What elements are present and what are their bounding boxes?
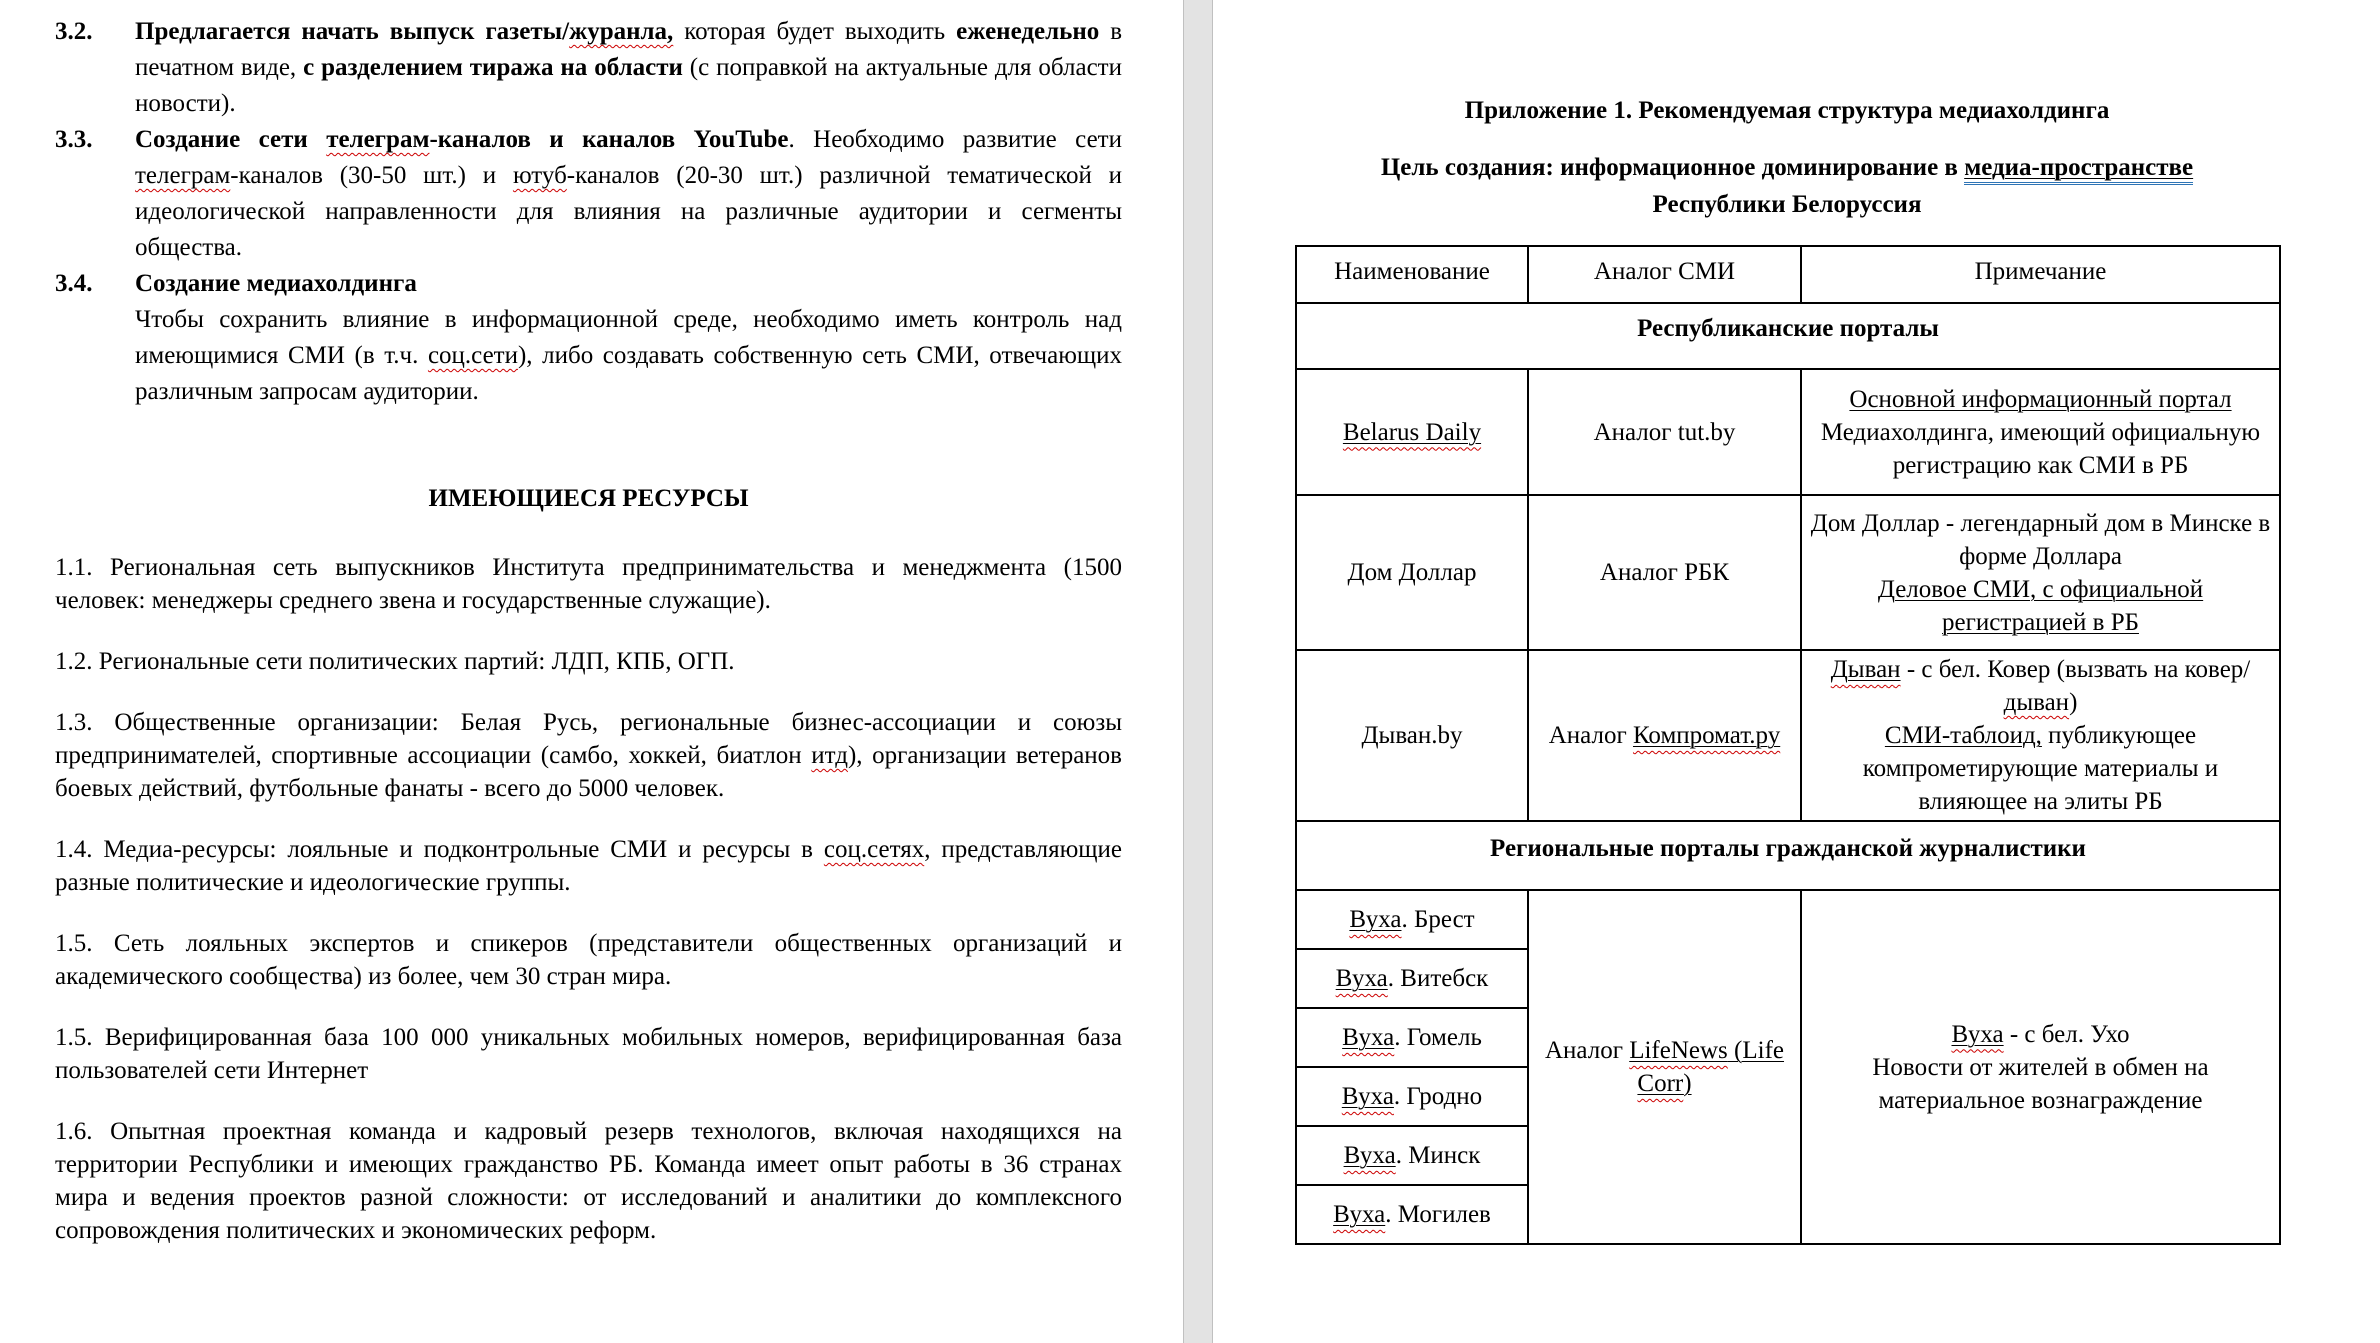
text-segment: Предлагается начать выпуск газеты/: [135, 18, 570, 45]
misspelled-word: LifeNews: [1629, 1037, 1728, 1064]
cell-note: [1801, 495, 2280, 650]
grammar-marked-phrase: медиа-пространстве: [1964, 154, 2193, 185]
misspelled-word: дыван: [2003, 689, 2070, 716]
item-body: [135, 14, 1122, 122]
text-segment: Аналог: [1548, 722, 1633, 749]
paragraph-1-2: 1.2. Региональные сети политических партий: ЛДП, КПБ, ОГП.: [55, 648, 735, 675]
note-line: [1808, 653, 2273, 719]
text-segment: еженедельно: [956, 18, 1100, 45]
note-line-underlined: [1808, 573, 2273, 639]
misspelled-word: Вуха: [1333, 1201, 1386, 1228]
cell-name: Дом Доллар: [1296, 495, 1528, 650]
section-title: Региональные порталы гражданской журналистики: [1296, 821, 2280, 890]
underlined-name: [1633, 722, 1780, 749]
text-segment: - с бел. Ковер (вызвать на ковер/: [1900, 656, 2251, 683]
underlined-text: Деловое СМИ, с официальной регистрацией в РБ: [1877, 575, 2204, 636]
misspelled-word: Вуха: [1343, 1142, 1396, 1169]
misspelled-word: ютуб: [512, 162, 567, 189]
underlined-name: [1336, 965, 1388, 992]
misspelled-word: итд: [811, 742, 848, 769]
text-segment: Аналог: [1544, 1037, 1630, 1064]
text-segment: -каналов (30-50 шт.) и: [230, 162, 513, 189]
paragraph-1-6: 1.6. Опытная проектная команда и кадровый резерв технологов, включая находящихся на территории Республики и имеющих гражданство РБ. Команда имеет опыт работы в 36 странах мира и ведения проектов разной сложности: от исследований и аналитики до комплексного сопровождения политических и экономических реформ.: [55, 1118, 1122, 1244]
cell-city: [1296, 949, 1528, 1008]
item-number: 3.4.: [55, 270, 93, 297]
text-segment: , представляющие разные политические и идеологические группы.: [55, 836, 1122, 896]
text-segment: ): [2069, 689, 2078, 716]
header-name: Наименование: [1296, 246, 1528, 303]
note-line-underlined: Основной информационный портал: [1849, 385, 2232, 413]
misspelled-word: Вуха: [1341, 1083, 1394, 1110]
text-segment: . Гомель: [1394, 1024, 1482, 1051]
list-item-3-4: [55, 266, 1122, 410]
item-heading: Создание медиахолдинга: [135, 270, 417, 297]
text-segment: . Брест: [1401, 906, 1475, 933]
paragraph-1-4: [55, 833, 1122, 899]
underlined-name: [1342, 1024, 1394, 1051]
cell-analog-merged: [1528, 890, 1801, 1244]
cell-city: [1296, 1008, 1528, 1067]
note-line: Медиахолдинга, имеющий официальную регистрацию как СМИ в РБ: [1820, 418, 2261, 479]
paragraph-1-3: [55, 706, 1122, 805]
underlined-name: [1344, 1142, 1396, 1169]
item-paragraph: [135, 302, 1122, 410]
note-line: [1808, 719, 2273, 818]
underlined-name: [1831, 656, 1901, 683]
appendix-title: Приложение 1. Рекомендуемая структура медиахолдинга: [1464, 97, 2110, 124]
text-segment: -каналов и каналов YouTube: [429, 126, 789, 153]
text-segment: Цель создания: информационное доминирование в: [1380, 154, 1965, 181]
cell-city: [1296, 1185, 1528, 1244]
cell-note: [1801, 650, 2280, 821]
cell-note-merged: [1801, 890, 2280, 1244]
misspelled-word: Corr: [1637, 1070, 1684, 1097]
text-segment: Создание сети: [135, 126, 327, 153]
misspelled-word: соц.сети: [427, 342, 518, 369]
item-number: 3.3.: [55, 126, 93, 153]
text-segment: 1.3. Общественные организации: Белая Русь, региональные бизнес-ассоциации и союзы предпринимателей, спортивные ассоциации (самбо, хоккей, биатлон: [55, 709, 1122, 769]
text-segment: ): [1683, 1070, 1692, 1097]
cell-city: [1296, 1126, 1528, 1185]
table-row-vuha-brest: [1296, 890, 2280, 949]
note-line: Дом Доллар - легендарный дом в Минске в форме Доллара: [1810, 509, 2271, 570]
section-row-regional: [1296, 821, 2280, 890]
underlined-name: [1343, 419, 1481, 446]
page-separator: [1183, 0, 1213, 1343]
item-number: 3.2.: [55, 18, 93, 45]
misspelled-word: Вуха: [1342, 1024, 1395, 1051]
list-item-3-3: [55, 122, 1122, 266]
text-segment: -каналов (20-30 шт.) различной тематической и идеологической направленности для влияния на различные аудитории и сегменты общества.: [135, 162, 1122, 261]
table-header-row: [1296, 246, 2280, 303]
text-segment: ), организации ветеранов боевых действий, футбольные фанаты - всего до 5000 человек.: [55, 742, 1122, 802]
paragraph-1-1: 1.1. Региональная сеть выпускников Института предпринимательства и менеджмента (1500 человек: менеджеры среднего звена и государственные служащие).: [55, 554, 1122, 614]
note-line: [1808, 1018, 2273, 1051]
cell-name: [1296, 369, 1528, 495]
cell-name: Дыван.by: [1296, 650, 1528, 821]
text-segment: Республики Белоруссия: [1652, 191, 1922, 218]
cell-note: [1801, 369, 2280, 495]
misspelled-word: Дыван: [1830, 656, 1901, 683]
cell-analog: Аналог tut.by: [1528, 369, 1801, 495]
misspelled-word: Вуха: [1335, 965, 1388, 992]
text-segment: . Гродно: [1393, 1083, 1483, 1110]
misspelled-word: Компромат.ру: [1632, 722, 1781, 749]
misspelled-word: Belarus Daily: [1342, 418, 1482, 446]
text-segment: в печатном виде,: [135, 18, 1122, 81]
note-line: Новости от жителей в обмен на материальное вознаграждение: [1872, 1053, 2209, 1114]
cell-analog: [1528, 650, 1801, 821]
underlined-name: [1349, 906, 1401, 933]
text-segment: публикующее компрометирующие материалы и влияющее на элиты РБ: [1862, 722, 2219, 815]
misspelled-word: телеграм: [326, 126, 430, 153]
cell-city: [1296, 1067, 1528, 1126]
page-right: [1213, 0, 2380, 1343]
header-note: Примечание: [1801, 246, 2280, 303]
media-holding-table: [1295, 245, 2281, 1245]
text-segment: которая будет выходить: [673, 18, 957, 45]
cell-city: [1296, 890, 1528, 949]
text-segment: . Витебск: [1387, 965, 1489, 992]
underlined-name: [1342, 1083, 1394, 1110]
numbered-list: [55, 14, 1122, 410]
text-segment: . Могилев: [1385, 1201, 1491, 1228]
paragraph-1-5: 1.5. Сеть лояльных экспертов и спикеров (представители общественных организаций и академического сообщества) из более, чем 30 стран мира.: [55, 930, 1122, 990]
section-row-republican: [1296, 303, 2280, 369]
text-segment: . Необходимо развитие сети: [788, 126, 1122, 153]
underlined-name: [1333, 1201, 1385, 1228]
text-segment: 1.4. Медиа-ресурсы: лояльные и подконтрольные СМИ и ресурсы в: [55, 836, 824, 863]
text-segment: ), либо создавать собственную сеть СМИ, отвечающих различным запросам аудитории.: [135, 342, 1122, 405]
text-segment: (Life: [1727, 1037, 1785, 1064]
header-analog: Аналог СМИ: [1528, 246, 1801, 303]
misspelled-word: Вуха: [1349, 906, 1402, 933]
goal-statement: [1295, 149, 2279, 223]
cell-analog: Аналог РБК: [1528, 495, 1801, 650]
misspelled-word: Вуха: [1951, 1020, 2004, 1048]
section-heading-resources: ИМЕЮЩИЕСЯ РЕСУРСЫ: [428, 485, 749, 512]
item-body: [135, 266, 1122, 410]
page-left: [0, 0, 1183, 1343]
table-row-dom-dollar: [1296, 495, 2280, 650]
item-body: [135, 122, 1122, 266]
underlined-name: [1951, 1021, 2003, 1048]
table-row-belarus-daily: [1296, 369, 2280, 495]
misspelled-word: телеграм: [135, 162, 231, 189]
table-row-dyvan: [1296, 650, 2280, 821]
underlined-name: [1629, 1037, 1784, 1097]
paragraph-1-5b: 1.5. Верифицированная база 100 000 уникальных мобильных номеров, верифицированная база пользователей сети Интернет: [55, 1024, 1122, 1084]
text-segment: . Минск: [1395, 1142, 1481, 1169]
text-segment: (с поправкой на актуальные для области новости).: [135, 54, 1122, 117]
text-segment: с разделением тиража на области: [303, 54, 683, 81]
misspelled-word: журанла,: [569, 18, 674, 45]
underlined-text: СМИ-таблоид,: [1884, 722, 2042, 749]
section-title: Республиканские порталы: [1296, 303, 2280, 369]
misspelled-word: соц.сетях: [823, 836, 925, 863]
list-item-3-2: [55, 14, 1122, 122]
text-segment: Чтобы сохранить влияние в информационной среде, необходимо иметь контроль над имеющимися СМИ (в т.ч.: [135, 306, 1122, 369]
text-segment: - с бел. Ухо: [2003, 1020, 2130, 1048]
